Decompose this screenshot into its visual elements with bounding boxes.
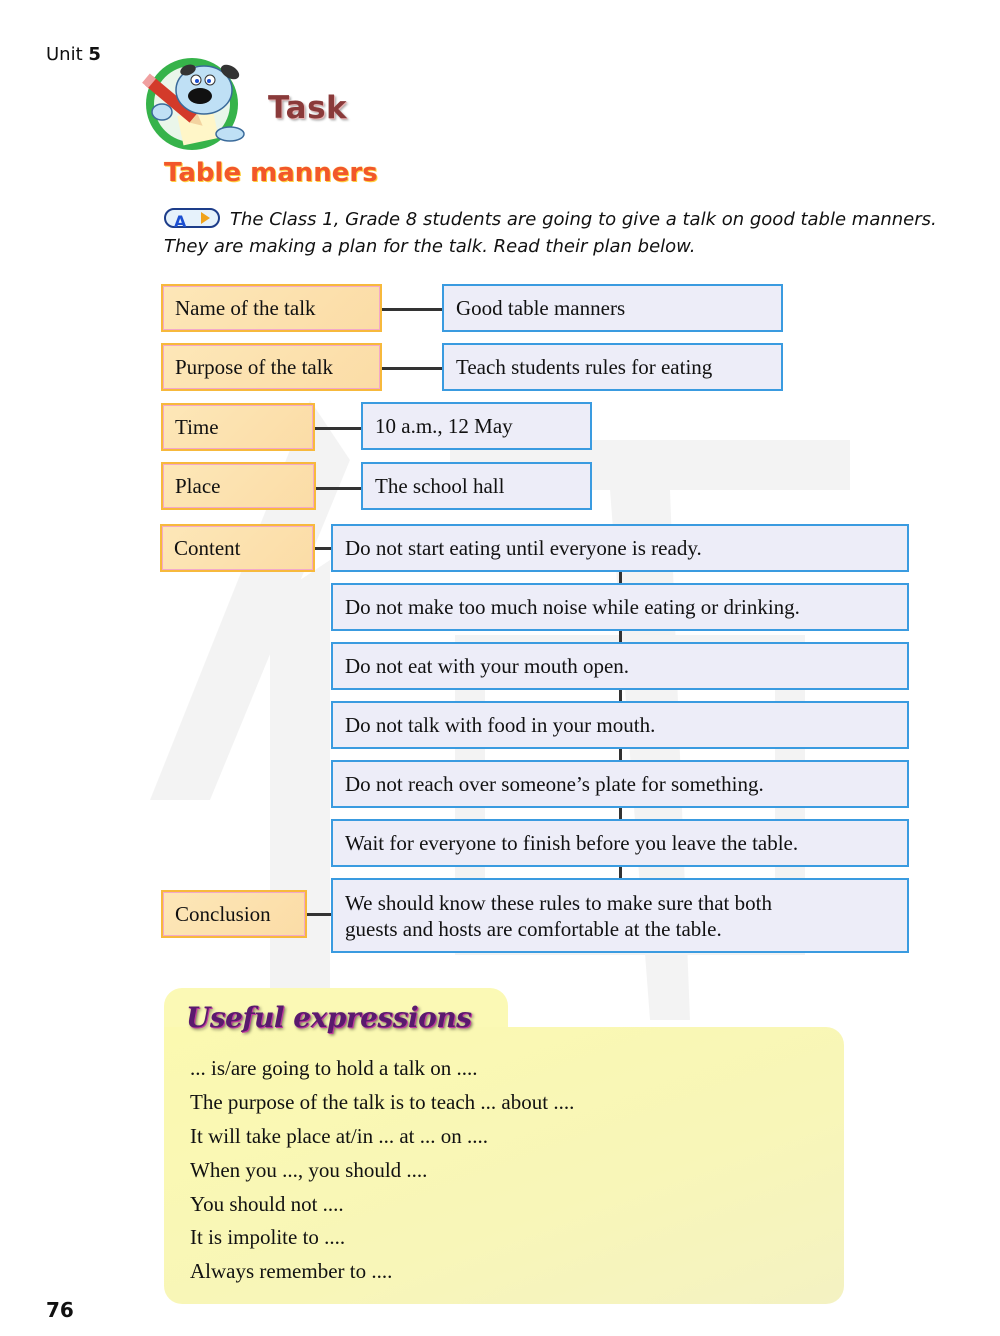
useful-expressions-title: Useful expressions (186, 1001, 472, 1034)
connector-line (315, 427, 362, 430)
expression-item: ... is/are going to hold a talk on .... (190, 1056, 478, 1080)
expression-item: Always remember to .... (190, 1259, 393, 1283)
purpose-value: Teach students rules for eating (442, 343, 783, 391)
name-of-talk-value: Good table manners (442, 284, 783, 332)
page-number: 76 (46, 1298, 74, 1322)
place-label: Place (161, 462, 316, 510)
conclusion-line: We should know these rules to make sure that both (345, 890, 772, 915)
content-item: Do not start eating until everyone is ready. (331, 524, 909, 572)
connector-line (382, 308, 443, 311)
task-title: Task (268, 90, 348, 126)
place-value: The school hall (361, 462, 592, 510)
connector-line (315, 547, 332, 550)
conclusion-value (331, 878, 909, 953)
audio-a-badge-icon[interactable]: A (164, 208, 220, 228)
expression-item: It will take place at/in ... at ... on .... (190, 1124, 488, 1148)
instruction-text: The Class 1, Grade 8 students are going to give a talk on good table manners. They are making a plan for the talk. Read their plan below. (164, 209, 937, 257)
name-of-talk-label: Name of the talk (161, 284, 382, 332)
conclusion-line: guests and hosts are comfortable at the table. (345, 916, 722, 941)
expression-item: You should not .... (190, 1192, 344, 1216)
connector-line (316, 487, 362, 490)
expression-item: When you ..., you should .... (190, 1158, 428, 1182)
content-label: Content (160, 524, 315, 572)
expression-item: The purpose of the talk is to teach ... about .... (190, 1090, 575, 1114)
content-item: Wait for everyone to finish before you leave the table. (331, 819, 909, 867)
conclusion-label: Conclusion (161, 890, 307, 938)
time-label: Time (161, 403, 315, 451)
purpose-label: Purpose of the talk (161, 343, 382, 391)
connector-line (307, 913, 332, 916)
content-item: Do not talk with food in your mouth. (331, 701, 909, 749)
content-item: Do not reach over someone’s plate for something. (331, 760, 909, 808)
section-title: Table manners (164, 158, 378, 188)
unit-label: Unit 5 (46, 44, 101, 65)
content-item: Do not eat with your mouth open. (331, 642, 909, 690)
time-value: 10 a.m., 12 May (361, 402, 592, 450)
content-item: Do not make too much noise while eating or drinking. (331, 583, 909, 631)
connector-line (382, 367, 443, 370)
expression-item: It is impolite to .... (190, 1225, 346, 1249)
instruction (164, 206, 964, 260)
dog-mascot-icon (134, 52, 252, 154)
